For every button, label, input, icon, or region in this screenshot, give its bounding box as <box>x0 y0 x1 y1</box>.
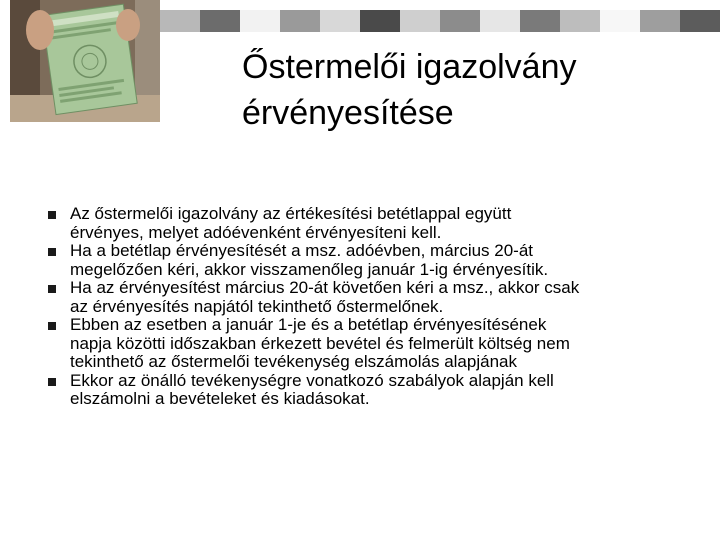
bullet-text-line: napja közötti időszakban érkezett bevétel és felmerült költség nem <box>70 333 570 353</box>
top-bar-segment <box>560 10 600 32</box>
top-bar-segment <box>440 10 480 32</box>
top-bar-segment <box>520 10 560 32</box>
bullet-item <box>48 205 708 242</box>
bullet-item <box>48 372 708 409</box>
square-bullet-icon <box>48 378 56 386</box>
bullet-text-line: Ekkor az önálló tevékenységre vonatkozó szabályok alapján kell <box>70 370 554 390</box>
square-bullet-icon <box>48 322 56 330</box>
top-bar-segment <box>240 10 280 32</box>
bullet-text-line: tekinthető az őstermelői tevékenység elszámolás alapjának <box>70 352 517 371</box>
bullet-list <box>48 205 708 409</box>
id-card-photo <box>10 0 160 122</box>
slide-title-line-1: Őstermelői igazolvány <box>242 48 577 86</box>
top-bar-segment <box>160 10 200 32</box>
bullet-item <box>48 242 708 279</box>
square-bullet-icon <box>48 211 56 219</box>
top-bar-segment <box>480 10 520 32</box>
slide-title <box>242 44 702 136</box>
square-bullet-icon <box>48 285 56 293</box>
bullet-item <box>48 316 708 372</box>
bullet-text-line: az érvényesítés napjától tekinthető őstermelőnek. <box>70 296 444 316</box>
bullet-text-line: Ha az érvényesítést március 20-át követően kéri a msz., akkor csak <box>70 278 580 297</box>
bullet-text-line: elszámolni a bevételeket és kiadásokat. <box>70 389 370 408</box>
slide-title-line-2: érvényesítése <box>242 94 454 132</box>
decorative-top-bar <box>160 10 720 32</box>
bullet-item <box>48 279 708 316</box>
square-bullet-icon <box>48 248 56 256</box>
top-bar-segment <box>680 10 720 32</box>
top-bar-segment <box>360 10 400 32</box>
top-bar-segment <box>320 10 360 32</box>
top-bar-segment <box>200 10 240 32</box>
id-card-photo-icon <box>10 0 160 122</box>
top-bar-segment <box>640 10 680 32</box>
bullet-text-line: Az őstermelői igazolvány az értékesítési betétlappal együtt <box>70 204 512 223</box>
bullet-text-line: érvényes, melyet adóévenként érvényesíteni kell. <box>70 222 442 242</box>
bullet-text-line: megelőzően kéri, akkor visszamenőleg január 1-ig érvényesítik. <box>70 259 549 279</box>
top-bar-segment <box>280 10 320 32</box>
bullet-text-line: Ha a betétlap érvényesítését a msz. adóévben, március 20-át <box>70 241 534 260</box>
bullet-text-line: Ebben az esetben a január 1-je és a betétlap érvényesítésének <box>70 315 547 334</box>
top-bar-segment <box>400 10 440 32</box>
top-bar-segment <box>600 10 640 32</box>
